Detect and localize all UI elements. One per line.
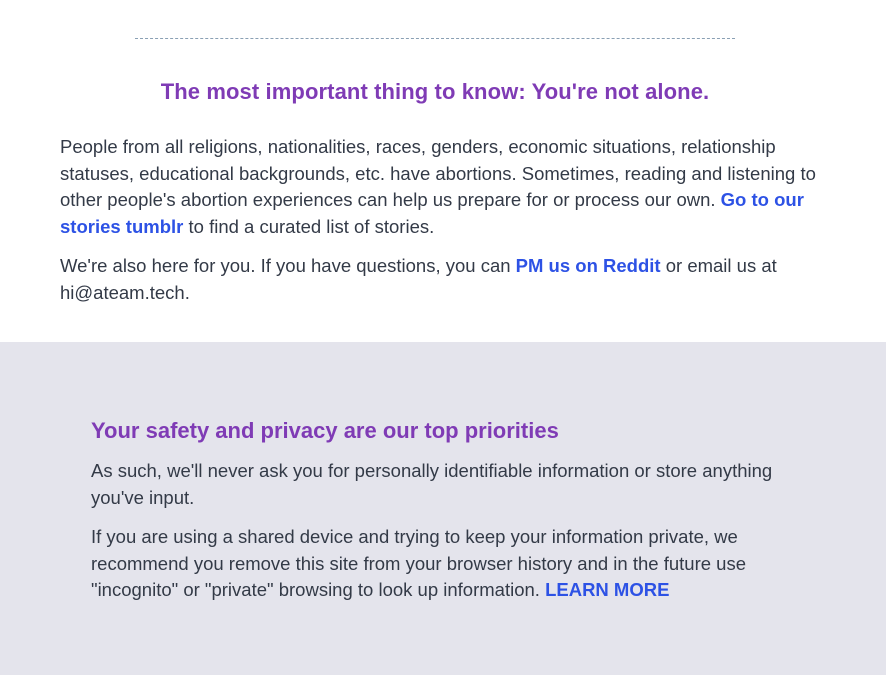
intro-paragraph-contact-text: We're also here for you. If you have questions, you can [60,255,516,276]
privacy-paragraph-browsing-text: If you are using a shared device and trying to keep your information private, we recommend you remove this site from your browser history and in the future use "incognito" or "private" browsing to look up information. [91,526,746,600]
privacy-paragraph-data: As such, we'll never ask you for personally identifiable information or store anything you've input. [91,460,773,508]
dashed-divider [135,38,735,39]
privacy-body [91,458,791,617]
intro-paragraph-stories-tail: to find a curated list of stories. [183,215,435,237]
privacy-paragraph-browsing [91,524,791,604]
privacy-section [0,342,886,675]
reddit-pm-link[interactable]: PM us on Reddit [515,255,661,276]
intro-paragraph-stories-text: People from all religions, nationalities, races, genders, economic situations, relationship statuses, educational backgrounds, etc. have abortions. Sometimes, reading and listening to other people's abortion experiences can help us prepare for or process our own. [60,136,816,210]
stories-tumblr-link[interactable]: Go to our stories tumblr [60,189,804,237]
intro-paragraph-contact-tail: or email us at hi@ateam.tech. [60,255,777,303]
intro-heading: The most important thing to know: You're not alone. [160,79,710,104]
learn-more-link[interactable]: LEARN MORE [545,579,670,600]
privacy-title: Your safety and privacy are our top priorities [91,418,559,443]
intro-paragraph-stories [60,134,820,240]
intro-body [60,134,820,319]
intro-paragraph-contact [60,253,820,306]
